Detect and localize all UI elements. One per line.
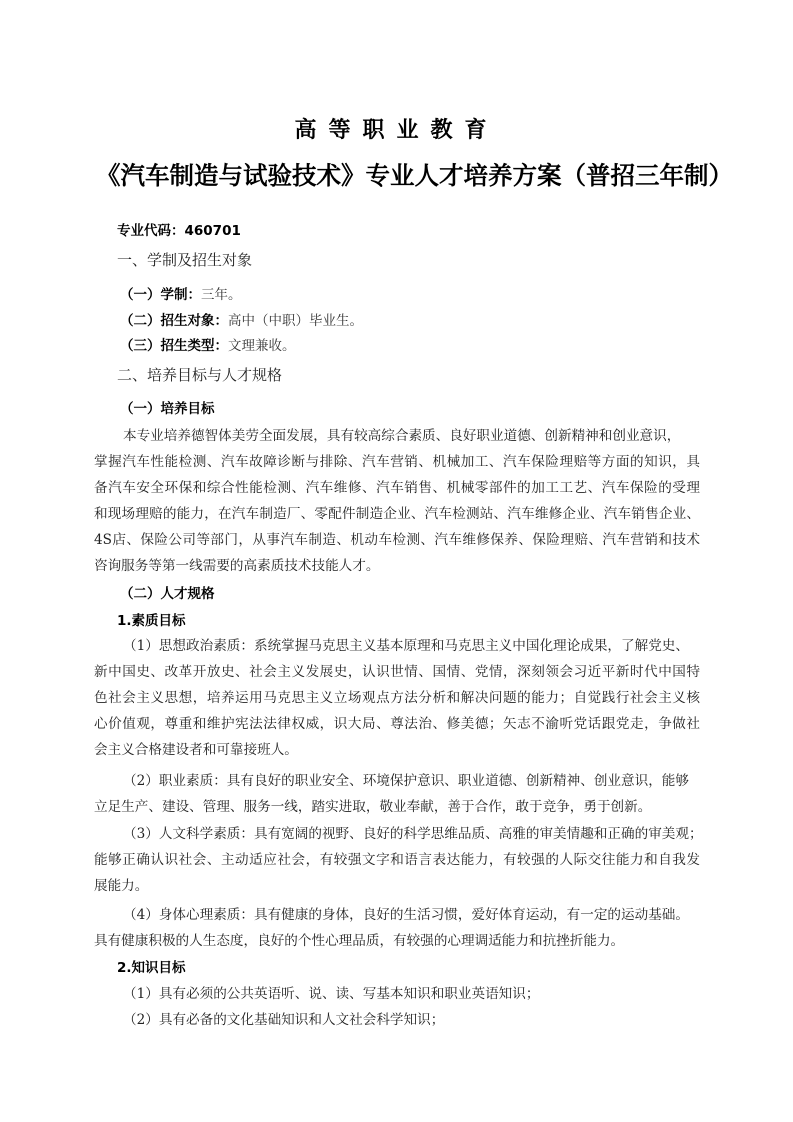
paragraph-line: 掌握汽车性能检测、汽车故障诊断与排除、汽车营销、机械加工、汽车保险理赔等方面的知识，具 — [94, 454, 700, 470]
item-value: 高中（中职）毕业生。 — [228, 313, 363, 329]
document-header: 高等职业教育 — [294, 118, 499, 143]
major-code — [117, 219, 241, 239]
knowledge-goals-heading: 2.知识目标 — [117, 960, 186, 976]
subsection-training-goal-heading: （一）培养目标 — [120, 401, 215, 417]
paragraph-line: （2）具有必备的文化基础知识和人文社会科学知识； — [123, 1012, 445, 1028]
item-value: 三年。 — [201, 287, 242, 303]
paragraph-line: 会主义合格建设者和可靠接班人。 — [94, 742, 298, 758]
paragraph-line: 和现场理赔的能力，在汽车制造厂、零配件制造企业、汽车检测站、汽车维修企业、汽车销售企业、 — [94, 506, 700, 522]
paragraph-line: （3）人文科学素质：具有宽阔的视野、良好的科学思维品质、高雅的审美情趣和正确的审美观； — [123, 826, 703, 842]
major-code-label: 专业代码： — [117, 223, 185, 239]
item-value: 文理兼收。 — [228, 338, 296, 354]
paragraph-line: 备汽车安全环保和综合性能检测、汽车维修、汽车销售、机械零部件的加工工艺、汽车保险的受理 — [94, 480, 700, 496]
paragraph-line: 色社会主义思想，培养运用马克思主义立场观点方法分析和解决问题的能力；自觉践行社会主义核 — [94, 690, 700, 706]
item-label: （二）招生对象： — [120, 313, 228, 329]
paragraph-line: 具有健康积极的人生态度，良好的个性心理品质，有较强的心理调适能力和抗挫折能力。 — [94, 933, 625, 949]
paragraph-line: 4S店、保险公司等部门，从事汽车制造、机动车检测、汽车维修保养、保险理赔、汽车营销和技术 — [94, 532, 700, 548]
item-label: （三）招生类型： — [120, 338, 228, 354]
document-title: 《汽车制造与试验技术》专业人才培养方案（普招三年制） — [96, 161, 733, 190]
paragraph-line: （4）身体心理素质：具有健康的身体，良好的生活习惯，爱好体育运动，有一定的运动基础。 — [123, 907, 689, 923]
section-1-item — [120, 309, 363, 329]
subsection-talent-spec-heading: （二）人才规格 — [120, 586, 215, 602]
section-1-heading: 一、学制及招生对象 — [117, 251, 253, 269]
paragraph-line: 咨询服务等第一线需要的高素质技术技能人才。 — [94, 558, 380, 574]
quality-goals-heading: 1.素质目标 — [117, 613, 186, 629]
paragraph-line: 新中国史、改革开放史、社会主义发展史，认识世情、国情、党情，深刻领会习近平新时代中国特 — [94, 664, 700, 680]
paragraph-line: 本专业培养德智体美劳全面发展，具有较高综合素质、良好职业道德、创新精神和创业意识， — [123, 428, 681, 444]
section-2-heading: 二、培养目标与人才规格 — [117, 366, 283, 384]
item-label: （一）学制： — [120, 287, 201, 303]
paragraph-line: （1）思想政治素质：系统掌握马克思主义基本原理和马克思主义中国化理论成果，了解党史、 — [123, 638, 689, 654]
paragraph-line: 立足生产、建设、管理、服务一线，踏实进取，敬业奉献，善于合作，敢于竞争，勇于创新。 — [94, 799, 652, 815]
section-1-item — [120, 283, 242, 303]
paragraph-line: 展能力。 — [94, 878, 149, 894]
paragraph-line: 能够正确认识社会、主动适应社会，有较强文字和语言表达能力，有较强的人际交往能力和自我发 — [94, 852, 700, 868]
paragraph-line: （2）职业素质：具有良好的职业安全、环境保护意识、职业道德、创新精神、创业意识，能够 — [123, 773, 689, 789]
major-code-value: 460701 — [184, 223, 241, 239]
section-1-item — [120, 334, 296, 354]
paragraph-line: （1）具有必须的公共英语听、说、读、写基本知识和职业英语知识； — [123, 986, 540, 1002]
paragraph-line: 心价值观，尊重和维护宪法法律权威，识大局、尊法治、修美德；矢志不渝听党话跟党走，争做社 — [94, 716, 700, 732]
